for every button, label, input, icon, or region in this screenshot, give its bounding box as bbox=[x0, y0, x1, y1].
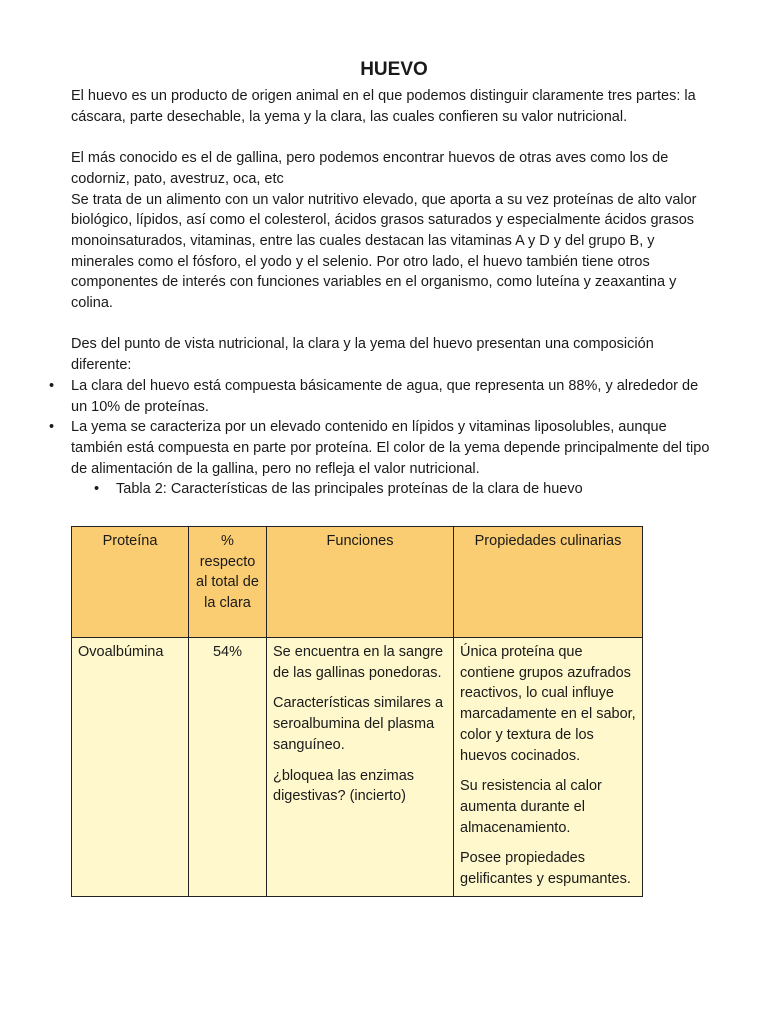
table-caption: • Tabla 2: Características de las principales proteínas de la clara de huevo bbox=[116, 479, 711, 500]
composition-paragraph: Des del punto de vista nutricional, la clara y la yema del huevo presentan una composición diferente: bbox=[71, 336, 654, 374]
cell-functions bbox=[267, 638, 454, 897]
protein-table bbox=[71, 526, 643, 897]
page-title: HUEVO bbox=[360, 59, 428, 80]
list-item-yema: • La yema se caracteriza por un elevado contenido en lípidos y vitaminas liposolubles, aunque también está compuesta en parte por proteína. El color de la yema depende principalmente del tipo de alimentación de la gallina, pero no refleja el valor nutricional. bbox=[71, 417, 711, 479]
species-paragraph: El más conocido es el de gallina, pero podemos encontrar huevos de otras aves como los de codorniz, pato, avestruz, oca, etc bbox=[71, 150, 669, 187]
function-item: Características similares a seroalbumina del plasma sanguíneo. bbox=[273, 695, 444, 753]
culinary-item: Única proteína que contiene grupos azufrados reactivos, lo cual influye marcadamente en el sabor, color y textura de los huevos cocinados. bbox=[460, 644, 636, 764]
table-row bbox=[72, 638, 643, 897]
function-item: Se encuentra en la sangre de las gallinas ponedoras. bbox=[273, 644, 444, 681]
function-item: ¿bloquea las enzimas digestivas? (incierto) bbox=[273, 767, 415, 805]
nutrition-paragraph: Se trata de un alimento con un valor nutritivo elevado, que aporta a su vez proteínas de alto valor biológico, lípidos, así como el colesterol, ácidos grasos saturados y especialmente ácidos grasos monoinsaturados, vitaminas, entre las cuales destacan las vitaminas A y D y del grupo B, y minerales como el fósforo, el yodo y el selenio. Por otro lado, el huevo también tiene otros componentes de interés con funciones variables en el organismo, como luteína y zeaxantina y colina. bbox=[71, 191, 697, 312]
culinary-item: Su resistencia al calor aumenta durante el almacenamiento. bbox=[460, 778, 602, 836]
table-header-row bbox=[72, 527, 643, 638]
culinary-item: Posee propiedades gelificantes y espumantes. bbox=[460, 850, 631, 888]
paragraph-gap bbox=[71, 314, 711, 335]
document-body bbox=[71, 58, 711, 500]
intro-paragraph: El huevo es un producto de origen animal en el que podemos distinguir claramente tres partes: la cáscara, parte desechable, la yema y la clara, las cuales confieren su valor nutricional. bbox=[71, 88, 696, 125]
cell-percent: 54% bbox=[189, 638, 267, 897]
header-functions: Funciones bbox=[267, 527, 454, 638]
list-item-clara: • La clara del huevo está compuesta básicamente de agua, que representa un 88%, y alrededor de un 10% de proteínas. bbox=[71, 376, 711, 417]
header-protein: Proteína bbox=[72, 527, 189, 638]
cell-culinary bbox=[454, 638, 643, 897]
header-culinary: Propiedades culinarias bbox=[454, 527, 643, 638]
header-percent: % respecto al total de la clara bbox=[189, 527, 267, 638]
paragraph-gap bbox=[71, 127, 711, 148]
cell-protein: Ovoalbúmina bbox=[72, 638, 189, 897]
composition-list bbox=[71, 376, 711, 480]
